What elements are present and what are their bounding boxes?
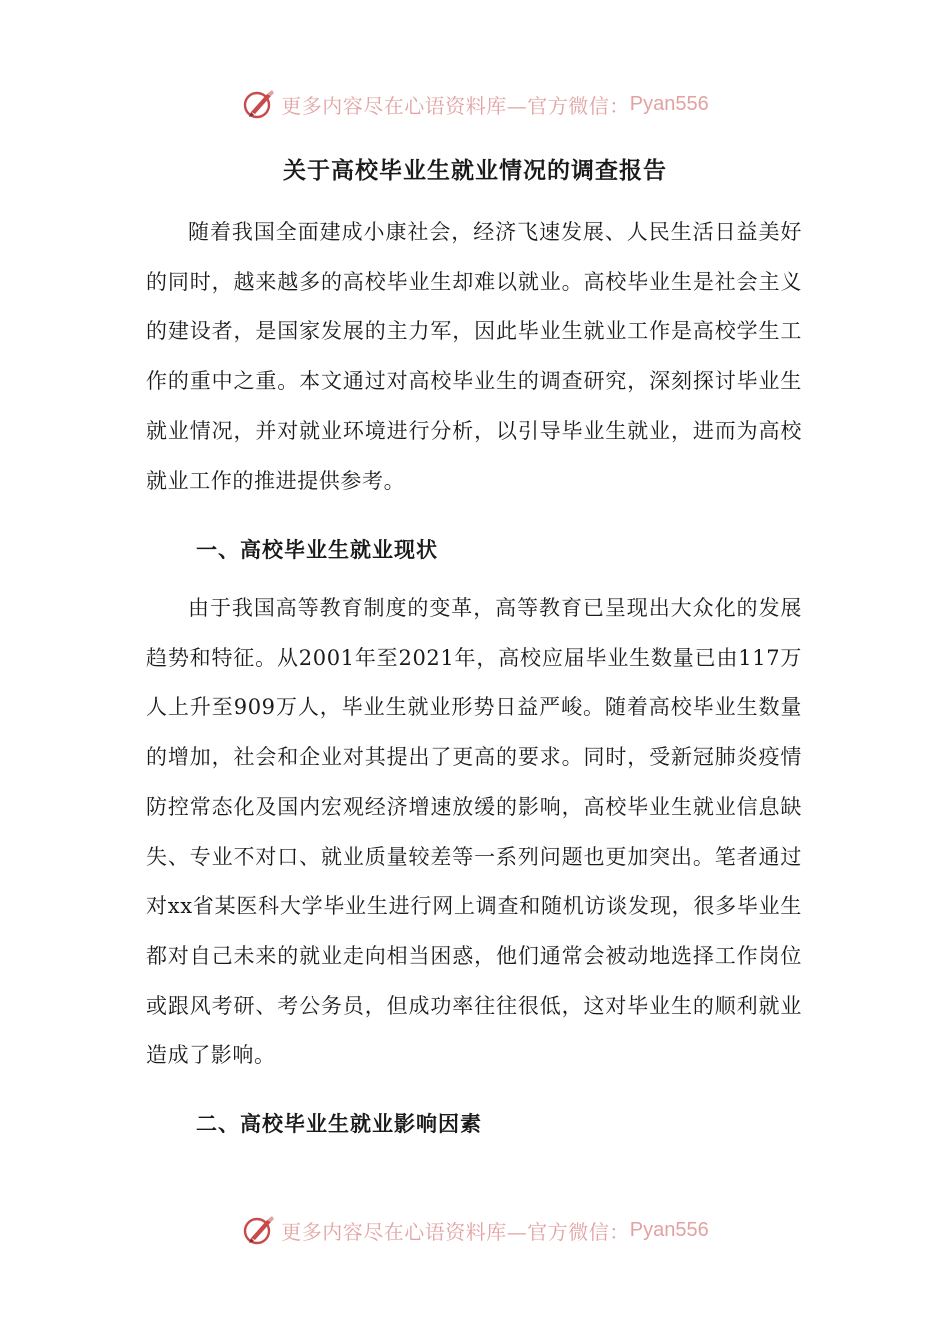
pen-logo-icon (241, 1212, 277, 1248)
section-1-heading: 一、高校毕业生就业现状 (196, 537, 438, 562)
intro-paragraph: 随着我国全面建成小康社会，经济飞速发展、人民生活日益美好的同时，越来越多的高校毕业生却难以就业。高校毕业生是社会主义的建设者，是国家发展的主力军，因此毕业生就业工作是高校学生工作的重中之重。本文通过对高校毕业生的调查研究，深刻探讨毕业生就业情况，并对就业环境进行分析，以引导毕业生就业，进而为高校就业工作的推进提供参考。 (146, 220, 802, 493)
section-2-heading: 二、高校毕业生就业影响因素 (196, 1111, 482, 1136)
pen-logo-icon (241, 86, 277, 122)
wechat-id: Pyan556 (629, 92, 709, 115)
header-watermark-banner (0, 84, 950, 124)
document-title: 关于高校毕业生就业情况的调查报告 (283, 157, 667, 184)
section-1-paragraph: 由于我国高等教育制度的变革，高等教育已呈现出大众化的发展趋势和特征。从2001年至2021年，高校应届毕业生数量已由117万人上升至909万人，毕业生就业形势日益严峻。随着高校毕业生数量的增加，社会和企业对其提出了更高的要求。同时，受新冠肺炎疫情防控常态化及国内宏观经济增速放缓的影响，高校毕业生就业信息缺失、专业不对口、就业质量较差等一系列问题也更加突出。笔者通过对xx省某医科大学毕业生进行网上调查和随机访谈发现，很多毕业生都对自己未来的就业走向相当困惑，他们通常会被动地选择工作岗位或跟风考研、考公务员，但成功率往往很低，这对毕业生的顺利就业造成了影响。 (146, 596, 802, 1068)
watermark-text: 更多内容尽在心语资料库—官方微信： (281, 1219, 630, 1244)
wechat-id: Pyan556 (629, 1218, 709, 1241)
footer-watermark-banner (0, 1210, 950, 1250)
watermark-text: 更多内容尽在心语资料库—官方微信： (281, 93, 630, 118)
